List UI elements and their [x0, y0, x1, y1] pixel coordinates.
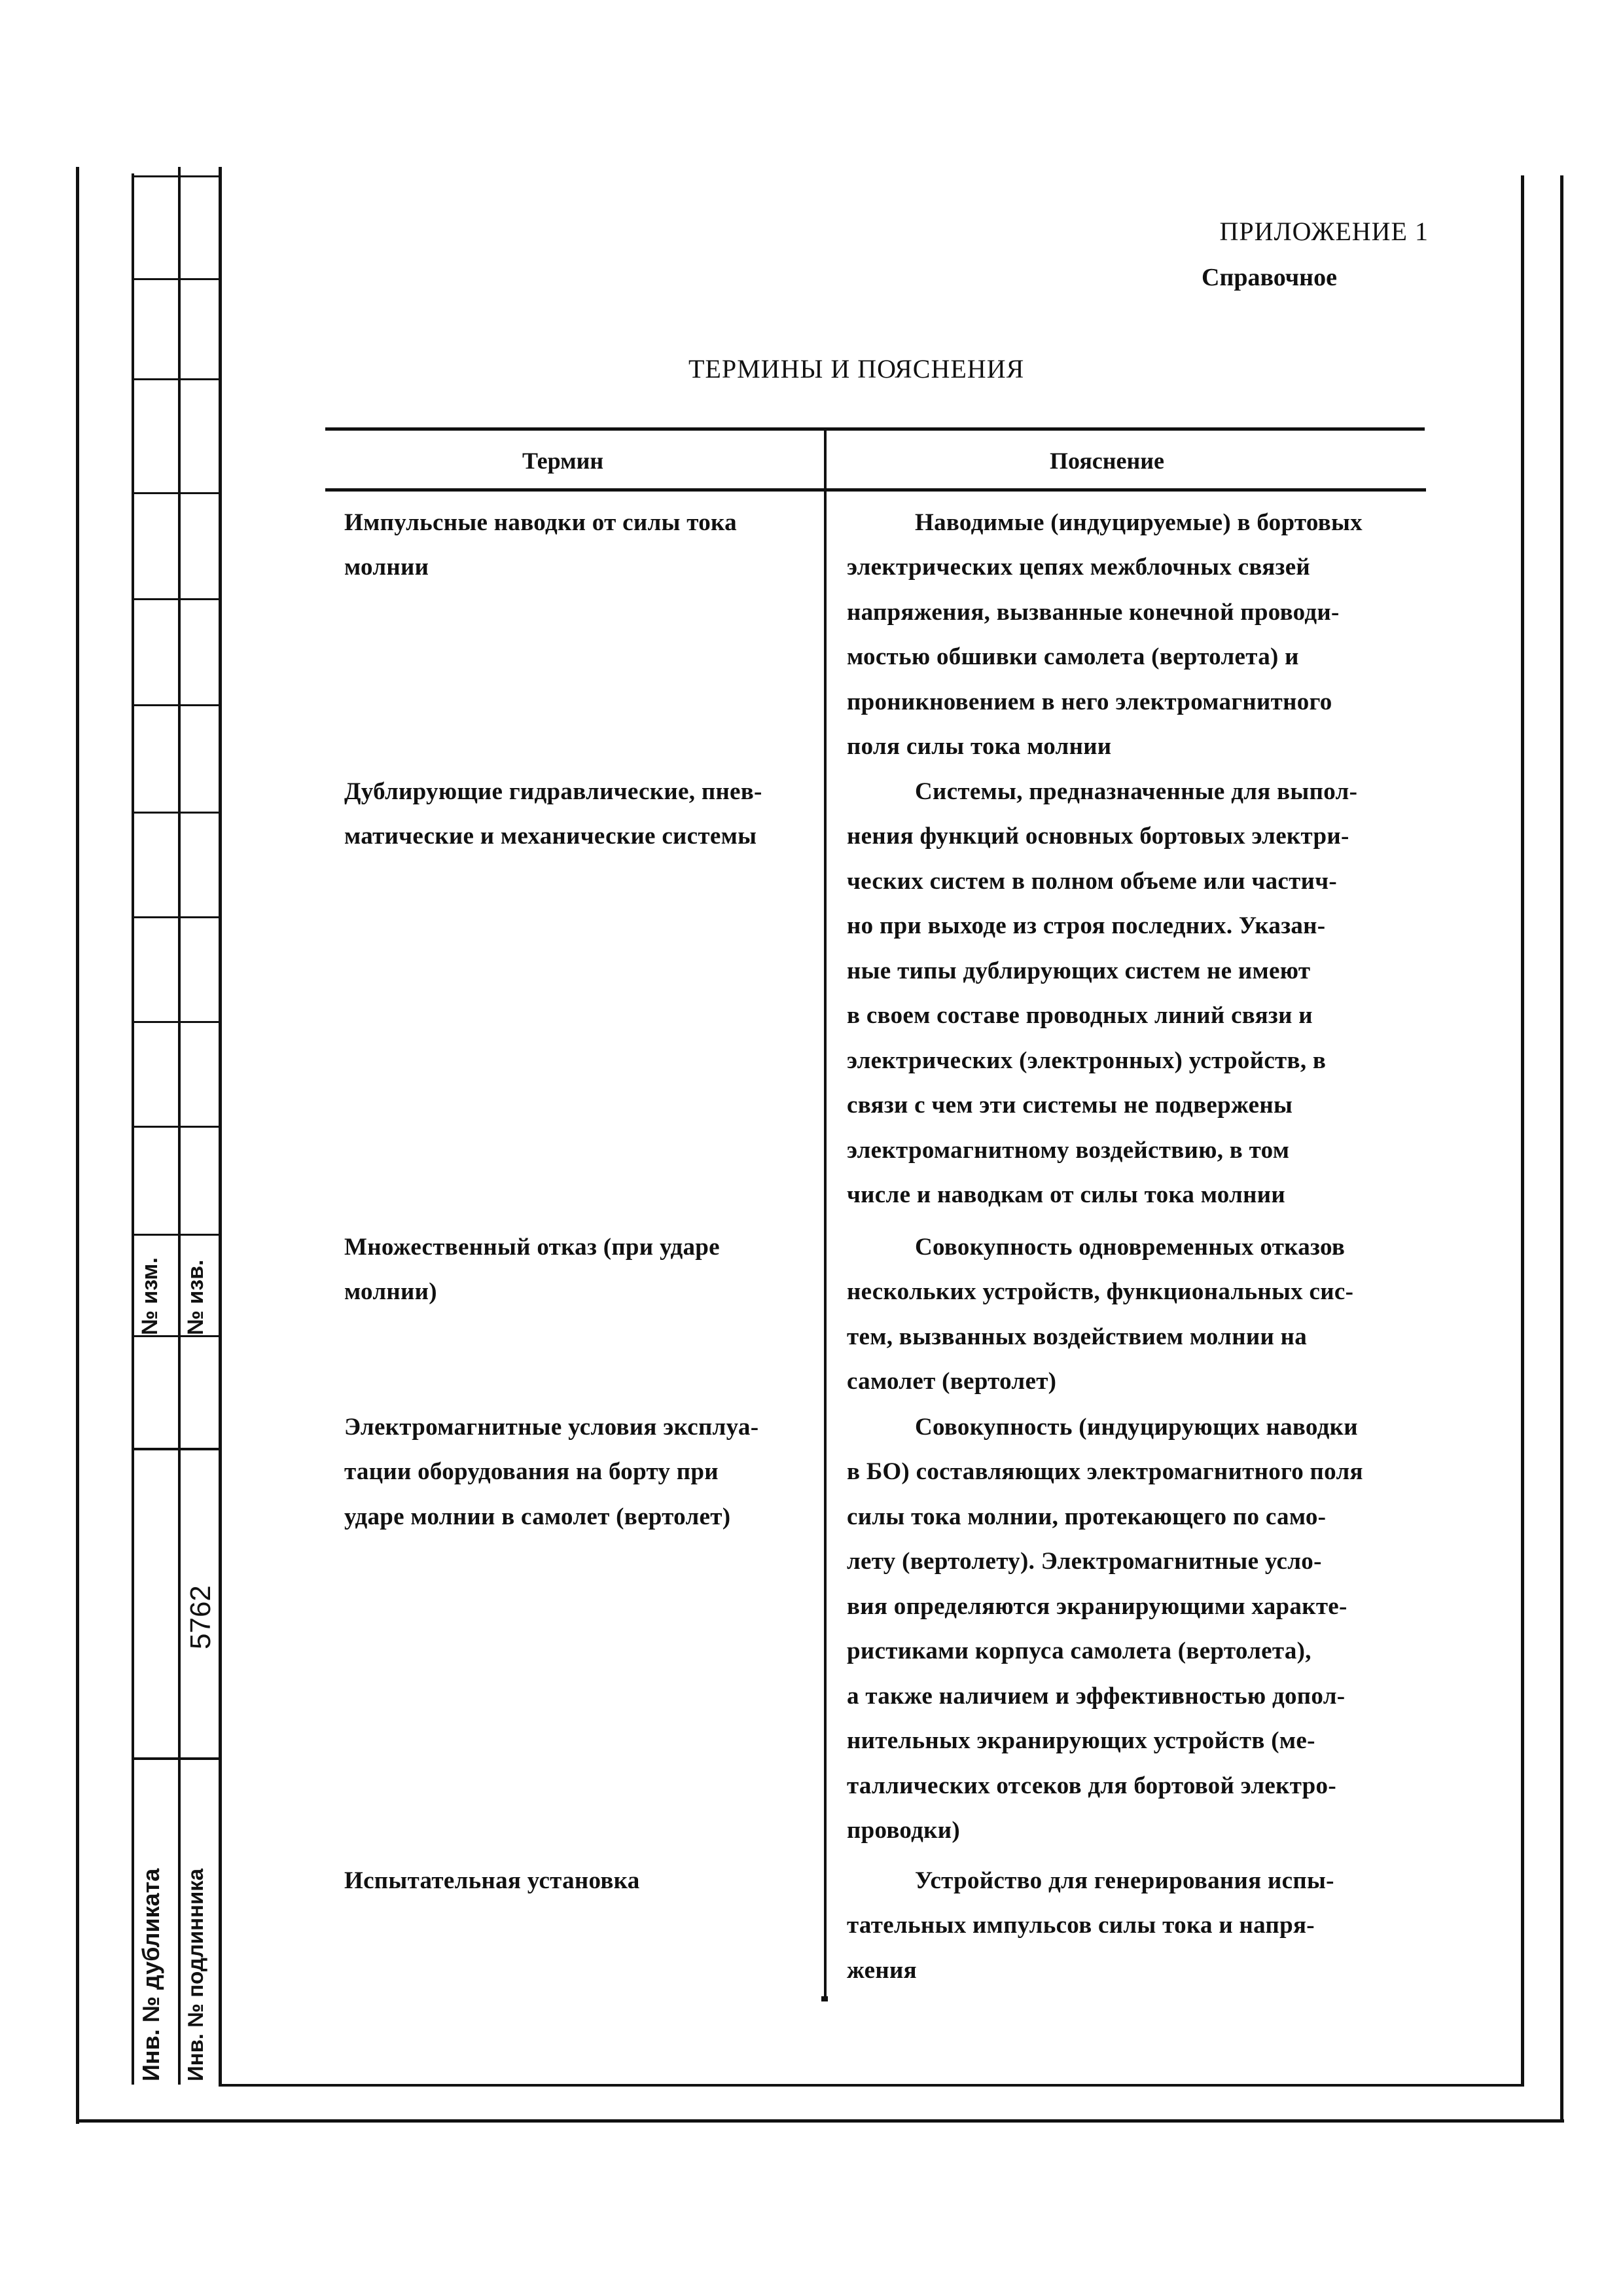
frame-right-inner: [1521, 175, 1524, 2086]
explanation-text: проводки): [847, 1817, 961, 1844]
stamp-hline: [132, 492, 220, 494]
term-text: Импульсные наводки от силы тока: [344, 509, 737, 536]
stamp-hline: [132, 1757, 220, 1760]
stamp-hline: [132, 1021, 220, 1023]
explanation-text: а также наличием и эффективностью допол-: [847, 1683, 1346, 1710]
table-column-divider: [824, 429, 827, 2000]
explanation-text: Наводимые (индуцируемые) в бортовых: [915, 509, 1363, 536]
term-text: тации оборудования на борту при: [344, 1458, 719, 1485]
explanation-text: Устройство для генерирования испы-: [915, 1867, 1334, 1894]
explanation-text: таллических отсеков для бортовой электро-: [847, 1772, 1336, 1799]
stamp-hline: [132, 1448, 220, 1450]
stamp-hline: [132, 916, 220, 918]
document-title: ТЕРМИНЫ И ПОЯСНЕНИЯ: [688, 354, 1025, 384]
stamp-vline-outer: [132, 173, 134, 2085]
term-text: матические и механические системы: [344, 823, 757, 850]
explanation-text: ристиками корпуса самолета (вертолета),: [847, 1638, 1311, 1664]
term-text: Электромагнитные условия эксплуа-: [344, 1414, 759, 1441]
column-header-term: Термин: [522, 448, 604, 474]
term-text: Испытательная установка: [344, 1867, 640, 1894]
explanation-text: Совокупность (индуцирующих наводки: [915, 1414, 1358, 1441]
explanation-text: Совокупность одновременных отказов: [915, 1234, 1346, 1261]
stamp-hline: [132, 1335, 220, 1337]
explanation-text: в БО) составляющих электромагнитного поля: [847, 1458, 1363, 1485]
explanation-text: Системы, предназначенные для выпол-: [915, 778, 1358, 805]
explanation-text: нескольких устройств, функциональных сис-: [847, 1278, 1354, 1305]
explanation-text: ческих систем в полном объеме или частич-: [847, 868, 1338, 895]
stamp-change-no-label: № изм.: [137, 1257, 162, 1335]
stamp-hline: [132, 598, 220, 600]
frame-left-outer: [76, 167, 79, 2124]
stamp-hline: [132, 278, 220, 280]
term-text: Дублирующие гидравлические, пнев-: [344, 778, 762, 805]
explanation-text: самолет (вертолет): [847, 1368, 1057, 1395]
explanation-text: проникновением в него электромагнитного: [847, 689, 1332, 715]
explanation-text: вия определяются экранирующими характе-: [847, 1593, 1347, 1620]
explanation-text: нения функций основных бортовых электри-: [847, 823, 1349, 850]
explanation-text: в своем составе проводных линий связи и: [847, 1002, 1313, 1029]
term-text: Множественный отказ (при ударе: [344, 1234, 720, 1261]
frame-right-outer: [1560, 175, 1563, 2123]
stamp-hline: [132, 704, 220, 706]
explanation-text: поля силы тока молнии: [847, 733, 1112, 760]
term-text: молнии: [344, 554, 429, 581]
stamp-hline: [132, 378, 220, 380]
explanation-text: ные типы дублирующих систем не имеют: [847, 958, 1311, 984]
stamp-notice-no-label: № изв.: [183, 1259, 208, 1335]
explanation-text: тем, вызванных воздействием молнии на: [847, 1323, 1308, 1350]
explanation-text: но при выходе из строя последних. Указан-: [847, 912, 1326, 939]
frame-bottom-inner: [219, 2084, 1524, 2087]
explanation-text: силы тока молнии, протекающего по само-: [847, 1503, 1327, 1530]
stamp-original-inv-label: Инв. № подлинника: [183, 1868, 207, 2081]
stamp-hline: [132, 1126, 220, 1128]
explanation-text: тательных импульсов силы тока и напря-: [847, 1912, 1315, 1939]
explanation-text: электрических цепях межблочных связей: [847, 554, 1311, 581]
stamp-hline: [132, 175, 220, 177]
explanation-text: электромагнитному воздействию, в том: [847, 1137, 1290, 1164]
appendix-number: ПРИЛОЖЕНИЕ 1: [1219, 217, 1429, 246]
term-text: молнии): [344, 1278, 437, 1305]
explanation-text: электрических (электронных) устройств, в: [847, 1047, 1327, 1074]
stamp-hline: [132, 1234, 220, 1236]
stamp-hline: [132, 812, 220, 814]
column-header-explanation: Пояснение: [1050, 448, 1164, 474]
explanation-text: напряжения, вызванные конечной проводи-: [847, 599, 1340, 626]
explanation-text: связи с чем эти системы не подвержены: [847, 1092, 1293, 1119]
explanation-text: мостью обшивки самолета (вертолета) и: [847, 643, 1299, 670]
frame-bottom-outer: [76, 2119, 1564, 2123]
appendix-kind: Справочное: [1202, 264, 1337, 291]
explanation-text: жения: [847, 1957, 917, 1984]
table-divider-tick: [821, 1996, 828, 2001]
explanation-text: числе и наводкам от силы тока молнии: [847, 1181, 1286, 1208]
table-header-rule: [325, 488, 1426, 492]
explanation-text: лету (вертолету). Электромагнитные усло-: [847, 1548, 1322, 1575]
explanation-text: нительных экранирующих устройств (ме-: [847, 1727, 1315, 1754]
stamp-original-inv-number: 5762: [185, 1585, 217, 1649]
term-text: ударе молнии в самолет (вертолет): [344, 1503, 731, 1530]
table-top-rule: [325, 427, 1425, 431]
stamp-duplicate-inv-label: Инв. № дубликата: [137, 1868, 164, 2081]
